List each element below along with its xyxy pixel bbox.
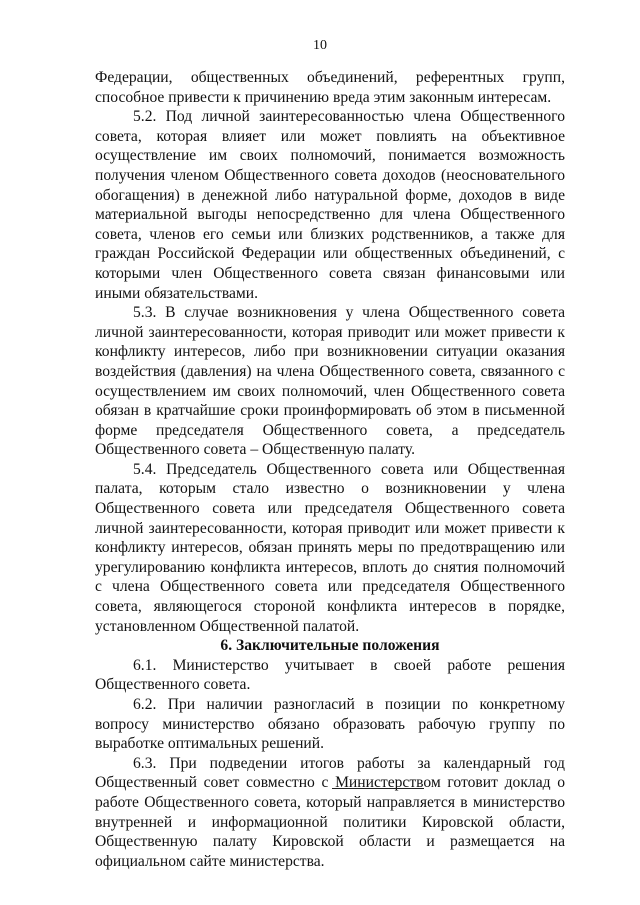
paragraph-6-3: 6.3. При подведении итогов работы за календарный год Общественный совет совместно с Министерством готовит доклад о работе Общественного совета, который направляется в министерство внутренней и информационной политики Кировской области, Общественную палату Кировской области и размещается на официальном сайте министерства. bbox=[95, 754, 565, 870]
end-of-document-line bbox=[332, 788, 424, 789]
paragraph-5-4: 5.4. Председатель Общественного совета или Общественная палата, которым стало известно о возникновении у члена Общественного совета или председателя Общественного совета личной заинтересованности, которая приводит или может привести к конфликту интересов, обязан принять меры по предотвращению или урегулированию конфликта интересов, вплоть до снятия полномочий с члена Общественного совета или председателя Общественного совета, являющегося стороной конфликта интересов в порядке, установленном Общественной палатой. bbox=[95, 460, 565, 635]
paragraph-6-1: 6.1. Министерство учитывает в своей работе решения Общественного совета. bbox=[95, 656, 565, 694]
document-body bbox=[95, 68, 565, 871]
paragraph-5-3: 5.3. В случае возникновения у члена Общественного совета личной заинтересованности, которая приводит или может привести к конфликту интересов, либо при возникновении ситуации оказания воздействия (давления) на члена Общественного совета, связанного с осуществлением им своих полномочий, член Общественного совета обязан в кратчайшие сроки проинформировать об этом в письменной форме председателя Общественного совета, а председатель Общественного совета – Общественную палату. bbox=[95, 304, 565, 459]
page-number: 10 bbox=[313, 38, 327, 53]
paragraph-6-2: 6.2. При наличии разногласий в позиции по конкретному вопросу министерство обязано образовать рабочую группу по выработке оптимальных решений. bbox=[95, 696, 565, 753]
paragraph-intro-continued: Федерации, общественных объединений, референтных групп, способное привести к причинению вреда этим законным интересам. bbox=[95, 69, 565, 106]
paragraph-5-2: 5.2. Под личной заинтересованностью члена Общественного совета, которая влияет или может повлиять на объективное осуществление им своих полномочий, понимается возможность получения членом Общественного совета доходов (неосновательного обогащения) в денежной либо натуральной форме, доходов в виде материальной выгоды непосредственно для члена Общественного совета, членов его семьи или близких родственников, а также для граждан Российской Федерации или общественных объединений, с которыми член Общественного совета связан финансовыми или иными обязательствами. bbox=[95, 108, 565, 302]
section-6-title: 6. Заключительные положения bbox=[220, 637, 440, 655]
